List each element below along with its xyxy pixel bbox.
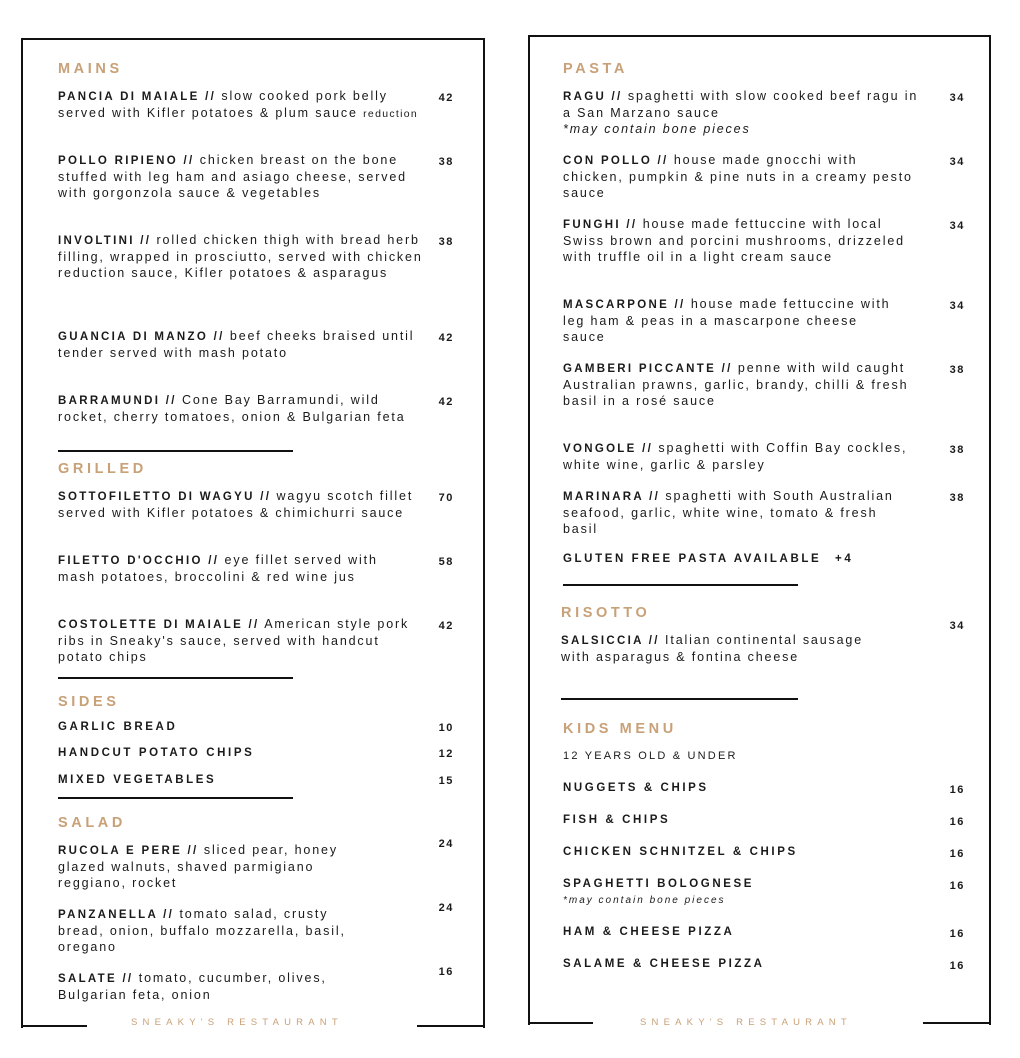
menu-item-name: CHICKEN SCHNITZEL & CHIPS <box>563 846 798 858</box>
item-name: FUNGHI // <box>563 219 638 231</box>
right-bottom-rule <box>528 1022 593 1024</box>
item-price: 38 <box>438 236 454 248</box>
section-title-sides: SIDES <box>58 694 120 710</box>
item-description: house made fettuccine with local Swiss brown and porcini mushrooms, drizzeled with truffle oil in a light cream sauce <box>563 217 905 264</box>
menu-item-name: HAM & CHEESE PIZZA <box>563 926 735 938</box>
menu-item <box>58 152 428 201</box>
item-price: 34 <box>949 300 965 312</box>
item-name: SOTTOFILETTO DI WAGYU // <box>58 491 272 503</box>
menu-item <box>58 616 420 665</box>
menu-item <box>563 440 925 473</box>
item-description: Cone Bay Barramundi, wild rocket, cherry tomatoes, onion & Bulgarian feta <box>58 393 406 424</box>
menu-item <box>563 360 925 409</box>
menu-item <box>563 216 925 265</box>
menu-item-name: GARLIC BREAD <box>58 721 178 733</box>
item-price: 16 <box>949 960 965 972</box>
item-name: BARRAMUNDI // <box>58 395 177 407</box>
item-description: American style pork ribs in Sneaky's sauce, served with handcut potato chips <box>58 617 410 664</box>
item-price: 16 <box>438 966 454 978</box>
item-price: 38 <box>949 364 965 376</box>
item-name: POLLO RIPIENO // <box>58 155 195 167</box>
item-name: RAGU // <box>563 91 623 103</box>
item-name: SALSICCIA // <box>561 635 660 647</box>
item-note: *may contain bone pieces <box>563 122 751 136</box>
item-name: PANCIA DI MAIALE // <box>58 91 217 103</box>
left-footer: SNEAKY'S RESTAURANT <box>131 1017 343 1028</box>
item-price: 58 <box>438 556 454 568</box>
section-divider <box>58 797 293 799</box>
section-title-pasta: PASTA <box>563 61 628 77</box>
menu-item <box>563 152 923 201</box>
section-divider <box>561 698 798 700</box>
gluten-free-note <box>563 553 853 565</box>
item-description: spaghetti with South Australian seafood, garlic, white wine, tomato & fresh basil <box>563 489 894 536</box>
menu-item <box>561 632 891 665</box>
section-title-salad: SALAD <box>58 815 126 831</box>
menu-item <box>58 552 420 585</box>
left-bottom-rule <box>21 1025 87 1027</box>
item-price: 42 <box>438 332 454 344</box>
menu-item <box>58 488 420 521</box>
item-name: GUANCIA DI MANZO // <box>58 331 225 343</box>
section-title-mains: MAINS <box>58 61 123 77</box>
item-description: Italian continental sausage with asparagus & fontina cheese <box>561 633 864 664</box>
item-price: 16 <box>949 928 965 940</box>
right-footer: SNEAKY'S RESTAURANT <box>640 1017 852 1028</box>
menu-item-name: MIXED VEGETABLES <box>58 774 217 786</box>
menu-item-name: SPAGHETTI BOLOGNESE <box>563 878 755 890</box>
item-name: CON POLLO // <box>563 155 669 167</box>
item-price: 42 <box>438 620 454 632</box>
item-name: RUCOLA E PERE // <box>58 845 199 857</box>
menu-item <box>58 842 378 891</box>
item-price: 38 <box>949 492 965 504</box>
menu-item <box>563 296 903 345</box>
menu-item <box>563 488 903 537</box>
menu-item <box>563 88 923 137</box>
item-price: 10 <box>438 722 454 734</box>
menu-item <box>58 328 420 361</box>
menu-item <box>58 232 430 281</box>
item-description: tomato salad, crusty bread, onion, buffalo mozzarella, basil, oregano <box>58 907 346 954</box>
section-divider <box>58 450 293 452</box>
item-name: MARINARA // <box>563 491 661 503</box>
item-price: 34 <box>949 92 965 104</box>
item-price: 12 <box>438 748 454 760</box>
item-price: 24 <box>438 902 454 914</box>
right-bottom-rule <box>923 1022 991 1024</box>
menu-item-name: FISH & CHIPS <box>563 814 671 826</box>
item-price: 16 <box>949 848 965 860</box>
item-name: COSTOLETTE DI MAIALE // <box>58 619 260 631</box>
gluten-free-price: +4 <box>835 553 854 565</box>
menu-item-name: SALAME & CHEESE PIZZA <box>563 958 765 970</box>
item-description: tomato, cucumber, olives, Bulgarian feta, onion <box>58 971 327 1002</box>
item-price: 42 <box>438 396 454 408</box>
item-price: 38 <box>438 156 454 168</box>
item-description-small: reduction <box>363 108 419 120</box>
item-description: slow cooked pork belly served with Kifler potatoes & plum sauce <box>58 89 388 120</box>
item-name: SALATE // <box>58 973 134 985</box>
item-price: 42 <box>438 92 454 104</box>
item-name: PANZANELLA // <box>58 909 175 921</box>
item-description: spaghetti with Coffin Bay cockles, white wine, garlic & parsley <box>563 441 908 472</box>
item-name: FILETTO D'OCCHIO // <box>58 555 220 567</box>
menu-item <box>58 906 378 955</box>
menu-item-name: NUGGETS & CHIPS <box>563 782 709 794</box>
item-description: wagyu scotch fillet served with Kifler potatoes & chimichurri sauce <box>58 489 414 520</box>
item-note: *may contain bone pieces <box>563 895 726 906</box>
item-description: house made gnocchi with chicken, pumpkin & pine nuts in a creamy pesto sauce <box>563 153 913 200</box>
item-price: 24 <box>438 838 454 850</box>
item-description: penne with wild caught Australian prawns, garlic, brandy, chilli & fresh basil in a rosé sauce <box>563 361 909 408</box>
item-description: house made fettuccine with leg ham & peas in a mascarpone cheese sauce <box>563 297 891 344</box>
menu-item <box>58 88 420 122</box>
item-price: 70 <box>438 492 454 504</box>
item-description: spaghetti with slow cooked beef ragu in a San Marzano sauce <box>563 89 919 120</box>
section-divider <box>563 584 798 586</box>
item-price: 15 <box>438 775 454 787</box>
gluten-free-label: GLUTEN FREE PASTA AVAILABLE <box>563 553 822 565</box>
menu-item-name: HANDCUT POTATO CHIPS <box>58 747 255 759</box>
item-name: GAMBERI PICCANTE // <box>563 363 733 375</box>
item-price: 38 <box>949 444 965 456</box>
section-title-kids: KIDS MENU <box>563 721 677 737</box>
item-price: 34 <box>949 156 965 168</box>
item-name: VONGOLE // <box>563 443 654 455</box>
section-divider <box>58 677 293 679</box>
section-title-risotto: RISOTTO <box>561 605 651 621</box>
item-price: 34 <box>949 620 965 632</box>
menu-item <box>58 392 420 425</box>
item-price: 16 <box>949 816 965 828</box>
item-description: eye fillet served with mash potatoes, broccolini & red wine jus <box>58 553 378 584</box>
item-description: rolled chicken thigh with bread herb filling, wrapped in prosciutto, served with chicken reduction sauce, Kifler potatoes & asparagus <box>58 233 423 280</box>
kids-menu-subtitle: 12 YEARS OLD & UNDER <box>563 750 738 762</box>
item-description: sliced pear, honey glazed walnuts, shaved parmigiano reggiano, rocket <box>58 843 338 890</box>
item-price: 16 <box>949 784 965 796</box>
left-bottom-rule <box>417 1025 485 1027</box>
item-description: beef cheeks braised until tender served with mash potato <box>58 329 415 360</box>
menu-item <box>58 970 358 1003</box>
item-description: chicken breast on the bone stuffed with leg ham and asiago cheese, served with gorgonzola sauce & vegetables <box>58 153 407 200</box>
item-name: MASCARPONE // <box>563 299 686 311</box>
section-title-grilled: GRILLED <box>58 461 147 477</box>
item-price: 34 <box>949 220 965 232</box>
item-price: 16 <box>949 880 965 892</box>
item-name: INVOLTINI // <box>58 235 152 247</box>
